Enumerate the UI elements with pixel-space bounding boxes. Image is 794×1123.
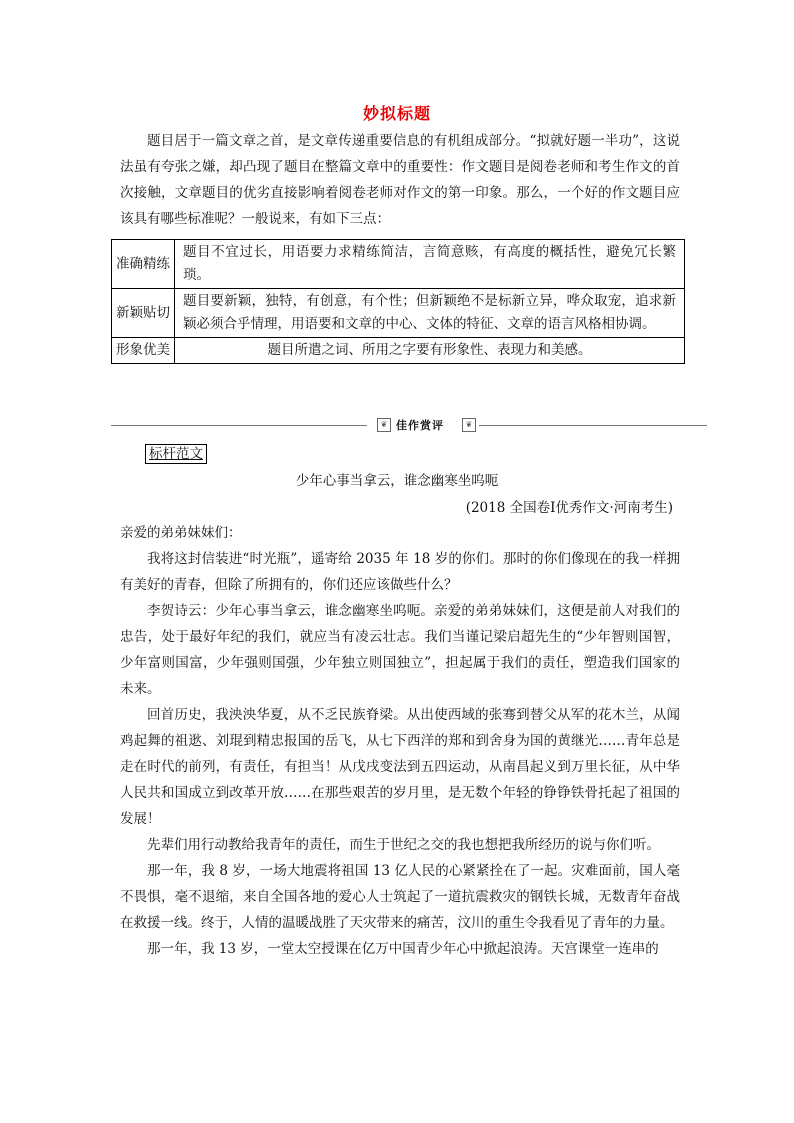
criteria-desc: 题目不宜过长，用语要力求精练简洁，言简意赅，有高度的概括性，避免冗长繁琐。	[175, 240, 685, 289]
essay-paragraph: 我将这封信装进“时光瓶”，遥寄给 2035 年 18 岁的你们。那时的你们像现在的我一样拥有美好的青春，但除了所拥有的，你们还应该做些什么？	[120, 551, 680, 593]
section-divider	[111, 418, 707, 432]
essay-body	[120, 520, 680, 962]
criteria-desc: 题目所遣之词、所用之字要有形象性、表现力和美感。	[175, 338, 685, 364]
divider-line	[479, 425, 707, 426]
ornament-icon: ❦	[462, 418, 476, 432]
essay-paragraph: 回首历史，我泱泱华夏，从不乏民族脊梁。从出使西域的张骞到替父从军的花木兰，从闻鸡起舞的祖逖、刘琨到精忠报国的岳飞，从七下西洋的郑和到舍身为国的黄继光……青年总是走在时代的前列，有责任，有担当！从戊戌变法到五四运动，从南昌起义到万里长征，从中华人民共和国成立到改革开放……在那些艰苦的岁月里，是无数个年轻的铮铮铁骨托起了祖国的发展！	[120, 707, 680, 827]
essay-paragraph: 那一年，我 13 岁，一堂太空授课在亿万中国青少年心中掀起浪涛。天宫课堂一连串的	[147, 941, 659, 957]
intro-section	[120, 128, 680, 232]
criteria-name: 准确精练	[112, 240, 175, 289]
table-row	[112, 289, 685, 338]
table-row	[112, 240, 685, 289]
model-essay-label: 标杆范文	[145, 444, 207, 464]
ornament-icon: ❦	[377, 418, 391, 432]
essay-paragraph: 那一年，我 8 岁，一场大地震将祖国 13 亿人民的心紧紧拴在了一起。灾难面前，国人毫不畏惧，毫不退缩，来自全国各地的爱心人士筑起了一道抗震救灾的钢铁长城，无数青年奋战在救援一线。终于，人情的温暖战胜了天灾带来的痛苦，汶川的重生令我看见了青年的力量。	[120, 863, 680, 931]
essay-paragraph: 先辈们用行动教给我青年的责任，而生于世纪之交的我也想把我所经历的说与你们听。	[147, 837, 660, 853]
criteria-desc: 题目要新颖，独特，有创意，有个性；但新颖绝不是标新立异，哗众取宠，追求新颖必须合乎情理，用语要和文章的中心、文体的特征、文章的语言风格相协调。	[175, 289, 685, 338]
criteria-table	[111, 239, 685, 364]
section-label: 佳作赏评	[396, 419, 444, 432]
table-row	[112, 338, 685, 364]
intro-paragraph: 题目居于一篇文章之首，是文章传递重要信息的有机组成部分。“拟就好题一半功”，这说法虽有夸张之嫌，却凸现了题目在整篇文章中的重要性：作文题目是阅卷老师和考生作文的首次接触，文章题目的优劣直接影响着阅卷老师对作文的第一印象。那么，一个好的作文题目应该具有哪些标准呢？一般说来，有如下三点：	[120, 133, 680, 227]
page-title: 妙拟标题	[362, 104, 431, 123]
criteria-name: 新颖贴切	[112, 289, 175, 338]
salutation: 亲爱的弟弟妹妹们：	[120, 525, 242, 541]
essay-paragraph: 李贺诗云：少年心事当拿云，谁念幽寒坐呜呃。亲爱的弟弟妹妹们，这便是前人对我们的忠告，处于最好年纪的我们，就应当有凌云壮志。我们当谨记梁启超先生的“少年智则国智，少年富则国富，少年强则国强，少年独立则国独立”，担起属于我们的责任，塑造我们国家的未来。	[120, 603, 680, 697]
divider-line	[111, 425, 367, 426]
essay-source: (2018 全国卷Ⅰ优秀作文·河南考生)	[465, 500, 673, 516]
criteria-name: 形象优美	[112, 338, 175, 364]
essay-title: 少年心事当拿云，谁念幽寒坐呜呃	[295, 473, 499, 489]
